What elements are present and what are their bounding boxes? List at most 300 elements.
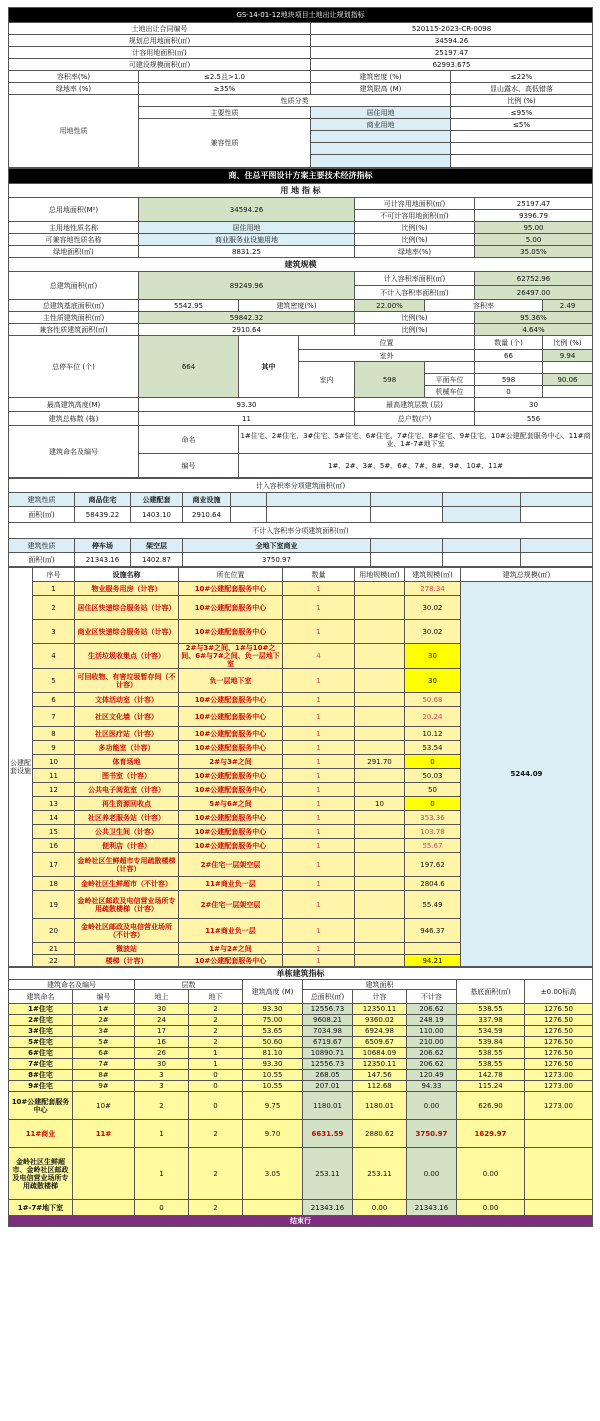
facility-build: 50.03 <box>405 769 461 783</box>
building-far-area: 12350.11 <box>353 1004 407 1015</box>
building-height: 3.05 <box>243 1148 303 1200</box>
facility-no: 6 <box>33 693 75 707</box>
building-base-area: 534.59 <box>457 1026 525 1037</box>
fac-no-header: 序号 <box>33 568 75 582</box>
floors-above: 24 <box>135 1015 189 1026</box>
facility-name: 社区文化墙（计容） <box>75 707 179 727</box>
facility-land <box>355 825 405 839</box>
facility-location: 10#公建配套服务中心 <box>179 727 283 741</box>
floors-below: 2 <box>189 1026 243 1037</box>
facility-land <box>355 783 405 797</box>
building-no: 1# <box>73 1004 135 1015</box>
nonfar-header: 不计容 <box>407 990 457 1004</box>
floors-below: 2 <box>189 1200 243 1216</box>
density-value: 22.00% <box>355 300 425 312</box>
floors-below: 1 <box>189 1059 243 1070</box>
compat-use-value: 商业服务业设施用地 <box>139 234 355 246</box>
building-nonfar-area: 206.62 <box>407 1059 457 1070</box>
land-header: 用 地 指 标 <box>9 184 593 198</box>
facility-qty: 1 <box>283 727 355 741</box>
fac-qty-header: 数量 <box>283 568 355 582</box>
facility-name: 微波站 <box>75 943 179 955</box>
facility-name: 公共电子阅览室（计容） <box>75 783 179 797</box>
facility-qty: 1 <box>283 693 355 707</box>
building-name: 9#住宅 <box>9 1081 73 1092</box>
facility-build: 20.24 <box>405 707 461 727</box>
building-name: 金岭社区生鲜超市、金岭社区邮政及电信营业场所专用疏散楼梯 <box>9 1148 73 1200</box>
building-elevation <box>525 1120 593 1148</box>
building-total-area: 7034.98 <box>303 1026 353 1037</box>
building-base-area: 538.55 <box>457 1059 525 1070</box>
facility-no: 15 <box>33 825 75 839</box>
nonfar-area-value: 26497.00 <box>475 286 593 300</box>
facility-no: 4 <box>33 644 75 669</box>
location-header: 位置 <box>299 336 475 350</box>
facility-build: 10.12 <box>405 727 461 741</box>
facility-qty: 1 <box>283 582 355 596</box>
floors-above: 0 <box>135 1200 189 1216</box>
building-no: 10# <box>73 1092 135 1120</box>
facility-no: 14 <box>33 811 75 825</box>
buildable-value: 62993.675 <box>311 59 593 71</box>
nonfar-area-label: 不计入容积率面积(㎡) <box>355 286 475 300</box>
total-land-label: 规划总用地面积(㎡) <box>9 35 311 47</box>
building-nonfar-area: 94.33 <box>407 1081 457 1092</box>
facility-build: 353.36 <box>405 811 461 825</box>
flat-parking-pct: 90.06 <box>543 374 593 386</box>
floors-above: 26 <box>135 1048 189 1059</box>
facility-build: 50.68 <box>405 693 461 707</box>
building-row <box>9 1026 593 1037</box>
facility-land <box>355 919 405 943</box>
facility-qty: 1 <box>283 919 355 943</box>
facility-name: 公共卫生间（计容） <box>75 825 179 839</box>
building-elevation: 1276.50 <box>525 1004 593 1015</box>
down-header: 地下 <box>189 990 243 1004</box>
compat-property-label: 兼容性质 <box>139 119 311 168</box>
floors-above: 30 <box>135 1059 189 1070</box>
blank-cell <box>371 539 443 553</box>
building-base-area: 142.78 <box>457 1070 525 1081</box>
far-split-table <box>8 478 593 567</box>
households-value: 556 <box>475 412 593 426</box>
facility-location: 负一层地下室 <box>179 669 283 693</box>
building-total-area: 21343.16 <box>303 1200 353 1216</box>
facility-location: 2#与3#之间 <box>179 755 283 769</box>
floors-below: 2 <box>189 1004 243 1015</box>
facility-land <box>355 769 405 783</box>
contract-no-value: 520115-2023-CR-0098 <box>311 23 593 35</box>
fac-build-header: 建筑规模(㎡) <box>405 568 461 582</box>
base-header: 基底面积(㎡) <box>457 980 525 1004</box>
facility-name: 社区医疗站（计容） <box>75 727 179 741</box>
blank-cell <box>311 143 451 155</box>
main-prop-area-ratio: 95.36% <box>475 312 593 324</box>
bname-header: 建筑命名 <box>9 990 73 1004</box>
pct-header: 比例 (%) <box>543 336 593 350</box>
facility-land <box>355 811 405 825</box>
indoor-count: 598 <box>355 362 425 398</box>
blank-cell <box>451 143 593 155</box>
facility-no: 13 <box>33 797 75 811</box>
outdoor-label: 室外 <box>299 350 475 362</box>
building-base-area: 115.24 <box>457 1081 525 1092</box>
facility-no: 9 <box>33 741 75 755</box>
facility-qty: 1 <box>283 783 355 797</box>
facility-build: 53.54 <box>405 741 461 755</box>
facility-location: 10#公建配套服务中心 <box>179 955 283 967</box>
building-far-area: 6924.98 <box>353 1026 407 1037</box>
facility-location: 11#商业负一层 <box>179 919 283 943</box>
single-table <box>8 967 593 1227</box>
facility-build: 30.02 <box>405 596 461 620</box>
building-elevation <box>525 1148 593 1200</box>
blank-cell <box>521 507 593 523</box>
facility-name: 图书室（计容） <box>75 769 179 783</box>
facility-land <box>355 644 405 669</box>
total-area-header: 总面积(㎡) <box>303 990 353 1004</box>
blank-cell <box>521 493 593 507</box>
parking-value: 664 <box>139 336 239 398</box>
ratio-label: 比例(%) <box>355 222 475 234</box>
nonfar-area-1: 21343.16 <box>75 553 131 567</box>
blank-cell <box>451 155 593 168</box>
building-base-area: 538.55 <box>457 1004 525 1015</box>
blank-cell <box>425 362 475 374</box>
building-total-area: 12556.73 <box>303 1004 353 1015</box>
facility-location: 2#住宅一层架空层 <box>179 891 283 919</box>
facility-location: 10#公建配套服务中心 <box>179 825 283 839</box>
main-prop-area-label: 主性质建筑面积(㎡) <box>9 312 139 324</box>
facility-build: 50 <box>405 783 461 797</box>
ratio-label: 比例 (%) <box>451 95 593 107</box>
facility-qty: 1 <box>283 853 355 877</box>
building-far-area: 0.00 <box>353 1200 407 1216</box>
compat-use-label: 可兼容地性质名称 <box>9 234 139 246</box>
facility-land <box>355 943 405 955</box>
blank-cell <box>521 553 593 567</box>
count-header: 数量 (个) <box>475 336 543 350</box>
facility-location: 10#公建配套服务中心 <box>179 707 283 727</box>
building-elevation: 1276.50 <box>525 1059 593 1070</box>
tech-table <box>8 168 593 478</box>
nonfar-split-header: 不计入容积率分项建筑面积(㎡) <box>9 523 593 539</box>
density-label: 建筑密度 (%) <box>311 71 451 83</box>
floors-below: 2 <box>189 1037 243 1048</box>
green-area-value: 8831.25 <box>139 246 355 258</box>
buildable-label: 可建设规模面积(㎡) <box>9 59 311 71</box>
nonfar-type-1: 停车场 <box>75 539 131 553</box>
single-header: 单栋建筑指标 <box>9 968 593 980</box>
building-row <box>9 1120 593 1148</box>
far-header: 计容 <box>353 990 407 1004</box>
facility-location: 10#公建配套服务中心 <box>179 741 283 755</box>
facility-qty: 1 <box>283 596 355 620</box>
building-numbers: 1#、2#、3#、5#、6#、7#、8#、9#、10#、11# <box>239 454 593 478</box>
far-land-value: 25197.47 <box>311 47 593 59</box>
outdoor-pct: 9.94 <box>543 350 593 362</box>
blank-cell <box>443 507 521 523</box>
facility-qty: 1 <box>283 741 355 755</box>
building-total-area: 207.01 <box>303 1081 353 1092</box>
facility-location: 1#与2#之间 <box>179 943 283 955</box>
facility-build: 55.49 <box>405 891 461 919</box>
facility-name: 社区养老服务站（计容） <box>75 811 179 825</box>
green-value: ≥35% <box>139 83 311 95</box>
max-floors-value: 30 <box>475 398 593 412</box>
height-header: 建筑高度 (M) <box>243 980 303 1004</box>
facility-qty: 1 <box>283 669 355 693</box>
building-height <box>243 1200 303 1216</box>
up-header: 地上 <box>135 990 189 1004</box>
floors-below: 0 <box>189 1081 243 1092</box>
floors-below: 2 <box>189 1015 243 1026</box>
building-name: 8#住宅 <box>9 1070 73 1081</box>
facility-build: 2804.6 <box>405 877 461 891</box>
building-no: 5# <box>73 1037 135 1048</box>
building-no: 2# <box>73 1015 135 1026</box>
facility-land <box>355 669 405 693</box>
building-base-area: 626.90 <box>457 1092 525 1120</box>
facility-qty: 1 <box>283 825 355 839</box>
building-height: 9.75 <box>243 1092 303 1120</box>
facilities-table <box>8 567 593 967</box>
far-type-2: 公建配套 <box>131 493 183 507</box>
building-nonfar-area: 120.49 <box>407 1070 457 1081</box>
facility-no: 3 <box>33 620 75 644</box>
total-build-label: 总建筑面积(㎡) <box>9 272 139 300</box>
facility-land <box>355 620 405 644</box>
far-label: 容积率(%) <box>9 71 139 83</box>
building-height: 81.10 <box>243 1048 303 1059</box>
building-total-area: 6719.67 <box>303 1037 353 1048</box>
facility-land: 10 <box>355 797 405 811</box>
green-rate-value: 35.05% <box>475 246 593 258</box>
facility-build: 0 <box>405 797 461 811</box>
facility-location: 10#公建配套服务中心 <box>179 839 283 853</box>
blank-cell <box>311 155 451 168</box>
fac-total-header: 建筑总规模(㎡) <box>461 568 593 582</box>
far-value: 2.49 <box>543 300 593 312</box>
facility-no: 19 <box>33 891 75 919</box>
facility-name: 再生资源回收点 <box>75 797 179 811</box>
facility-location: 11#商业负一层 <box>179 877 283 891</box>
total-build-value: 89249.96 <box>139 272 355 300</box>
floors-below: 1 <box>189 1048 243 1059</box>
facility-qty: 1 <box>283 877 355 891</box>
building-name: 1#-7#地下室 <box>9 1200 73 1216</box>
building-height: 75.00 <box>243 1015 303 1026</box>
facility-qty: 1 <box>283 620 355 644</box>
mech-parking-count: 0 <box>475 386 543 398</box>
nonfar-land-label: 不可计容用地面积(㎡) <box>355 210 475 222</box>
height-limit-value: 显山露水、高低错落 <box>451 83 593 95</box>
building-row <box>9 1037 593 1048</box>
number-sub-label: 编号 <box>139 454 239 478</box>
facility-name: 金岭社区邮政及电信营业场所（不计容） <box>75 919 179 943</box>
building-height: 93.30 <box>243 1059 303 1070</box>
ratio-label: 比例(%) <box>355 324 475 336</box>
building-nonfar-area: 21343.16 <box>407 1200 457 1216</box>
facility-location: 10#公建配套服务中心 <box>179 783 283 797</box>
building-row <box>9 1081 593 1092</box>
density-value: ≤22% <box>451 71 593 83</box>
building-count-label: 建筑总栋数 (栋) <box>9 412 139 426</box>
building-total-area: 6631.59 <box>303 1120 353 1148</box>
building-no: 7# <box>73 1059 135 1070</box>
building-elevation: 1276.50 <box>525 1048 593 1059</box>
facility-land <box>355 727 405 741</box>
scale-header: 建筑规模 <box>9 258 593 272</box>
building-height: 50.60 <box>243 1037 303 1048</box>
far-area-value: 62752.96 <box>475 272 593 286</box>
facility-build: 94.21 <box>405 955 461 967</box>
blank-cell <box>311 131 451 143</box>
nonfar-type-label: 建筑性质 <box>9 539 75 553</box>
building-name: 10#公建配套服务中心 <box>9 1092 73 1120</box>
facility-no: 22 <box>33 955 75 967</box>
far-type-1: 商品住宅 <box>75 493 131 507</box>
facility-name: 生活垃圾收集点（计容） <box>75 644 179 669</box>
facility-land <box>355 693 405 707</box>
building-height: 10.55 <box>243 1070 303 1081</box>
building-row <box>9 1070 593 1081</box>
building-nonfar-area: 0.00 <box>407 1148 457 1200</box>
building-total-area: 9608.21 <box>303 1015 353 1026</box>
facility-no: 1 <box>33 582 75 596</box>
building-no: 9# <box>73 1081 135 1092</box>
tech-title: 商、住总平图设计方案主要技术经济指标 <box>9 169 593 184</box>
floors-above: 16 <box>135 1037 189 1048</box>
building-total-area: 268.05 <box>303 1070 353 1081</box>
naming-label: 建筑命名及编号 <box>9 426 139 478</box>
blank-cell <box>475 362 543 374</box>
green-rate-label: 绿地率(%) <box>355 246 475 258</box>
blank-cell <box>231 493 267 507</box>
blank-cell <box>371 553 443 567</box>
compat-use-ratio: 5.00 <box>475 234 593 246</box>
facility-location: 2#与3#之间、1#与10#之间、6#与7#之间、负一层地下室 <box>179 644 283 669</box>
far-land-value: 25197.47 <box>475 198 593 210</box>
facility-build: 278.34 <box>405 582 461 596</box>
building-far-area: 6509.67 <box>353 1037 407 1048</box>
landuse-label: 用地性质 <box>9 95 139 168</box>
facility-name: 文体活动室（计容） <box>75 693 179 707</box>
building-height: 9.70 <box>243 1120 303 1148</box>
building-no: 8# <box>73 1070 135 1081</box>
no-header: 编号 <box>73 990 135 1004</box>
flat-parking-label: 平面车位 <box>425 374 475 386</box>
building-nonfar-area: 0.00 <box>407 1092 457 1120</box>
facility-name: 体育场地 <box>75 755 179 769</box>
facility-location: 10#公建配套服务中心 <box>179 620 283 644</box>
building-elevation: 1276.50 <box>525 1037 593 1048</box>
building-no: 11# <box>73 1120 135 1148</box>
building-name: 3#住宅 <box>9 1026 73 1037</box>
blank-cell <box>231 507 267 523</box>
facility-land <box>355 596 405 620</box>
far-land-label: 计容用地面积(㎡) <box>9 47 311 59</box>
building-far-area: 1180.01 <box>353 1092 407 1120</box>
building-nonfar-area: 3750.97 <box>407 1120 457 1148</box>
floors-below: 0 <box>189 1092 243 1120</box>
facility-qty: 1 <box>283 839 355 853</box>
facility-no: 20 <box>33 919 75 943</box>
households-label: 总户数(户) <box>355 412 475 426</box>
building-far-area: 112.68 <box>353 1081 407 1092</box>
main-use-label: 主用地性质名称 <box>9 222 139 234</box>
building-elevation <box>525 1200 593 1216</box>
facility-no: 11 <box>33 769 75 783</box>
building-far-area: 12350.11 <box>353 1059 407 1070</box>
building-row <box>9 1059 593 1070</box>
building-no: 3# <box>73 1026 135 1037</box>
building-name: 7#住宅 <box>9 1059 73 1070</box>
facility-land <box>355 853 405 877</box>
facilities-side-label: 公建配套设施 <box>9 568 33 967</box>
building-row <box>9 1092 593 1120</box>
facility-qty: 1 <box>283 769 355 783</box>
green-label: 绿地率 (%) <box>9 83 139 95</box>
floors-above: 1 <box>135 1120 189 1148</box>
fac-land-header: 用地规模(㎡) <box>355 568 405 582</box>
blank-cell <box>371 507 443 523</box>
nonfar-area-3: 3750.97 <box>183 553 371 567</box>
blank-cell <box>521 539 593 553</box>
far-value: ≤2.5且>1.0 <box>139 71 311 83</box>
facility-location: 10#公建配套服务中心 <box>179 582 283 596</box>
green-area-label: 绿地面积(㎡) <box>9 246 139 258</box>
facility-qty: 1 <box>283 955 355 967</box>
building-base-area: 0.00 <box>457 1148 525 1200</box>
main-use-value: 居住用地 <box>139 222 355 234</box>
building-row <box>9 1048 593 1059</box>
facility-no: 2 <box>33 596 75 620</box>
building-height: 53.65 <box>243 1026 303 1037</box>
far-area-3: 2910.64 <box>183 507 231 523</box>
facility-name: 金岭社区邮政及电信营业场所专用疏散楼梯（计容） <box>75 891 179 919</box>
name-sub-label: 命名 <box>139 426 239 454</box>
facility-location: 10#公建配套服务中心 <box>179 596 283 620</box>
blank-cell <box>443 539 521 553</box>
building-name: 11#商业 <box>9 1120 73 1148</box>
blank-cell <box>443 553 521 567</box>
plan-table <box>8 7 593 168</box>
mech-parking-label: 机械车位 <box>425 386 475 398</box>
compat-prop-area-ratio: 4.64% <box>475 324 593 336</box>
facility-no: 10 <box>33 755 75 769</box>
facility-qty: 1 <box>283 797 355 811</box>
floors-above: 1 <box>135 1148 189 1200</box>
main-property-ratio: ≤95% <box>451 107 593 119</box>
building-total-area: 12556.73 <box>303 1059 353 1070</box>
building-count-value: 11 <box>139 412 355 426</box>
far-type-3: 商业设施 <box>183 493 231 507</box>
total-land-value: 34594.26 <box>139 198 355 222</box>
building-name-group-header: 建筑命名及编号 <box>9 980 135 990</box>
category-label: 性质分类 <box>139 95 451 107</box>
facility-name: 金岭社区生鲜超市（不计容） <box>75 877 179 891</box>
building-name: 1#住宅 <box>9 1004 73 1015</box>
max-floors-label: 最高建筑层数 (层) <box>355 398 475 412</box>
building-no <box>73 1200 135 1216</box>
outdoor-count: 66 <box>475 350 543 362</box>
building-far-area: 2880.62 <box>353 1120 407 1148</box>
building-row <box>9 1015 593 1026</box>
max-height-value: 93.30 <box>139 398 355 412</box>
facility-location: 10#公建配套服务中心 <box>179 811 283 825</box>
facility-build: 103.78 <box>405 825 461 839</box>
